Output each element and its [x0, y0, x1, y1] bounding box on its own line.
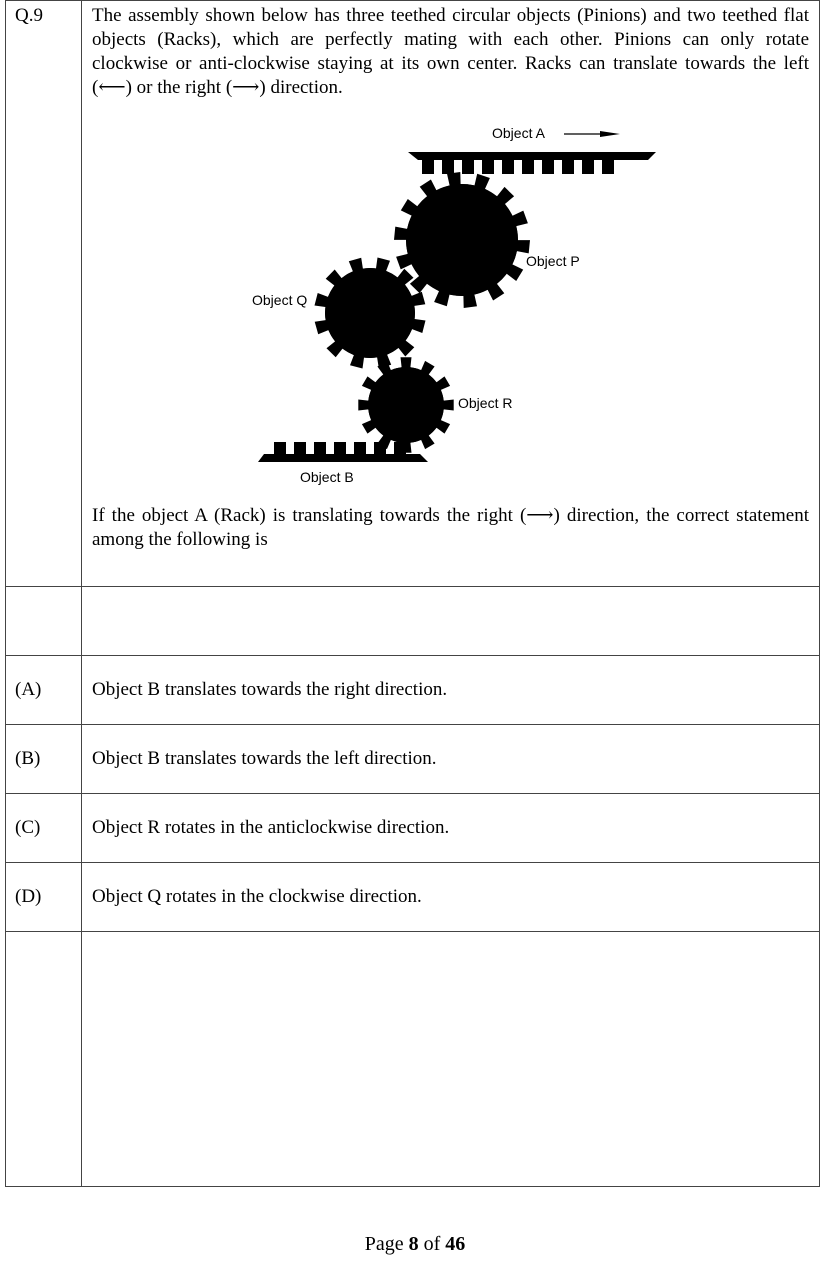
footer-current-page: 8 [408, 1233, 419, 1255]
gear-assembly-figure [92, 100, 809, 500]
gearP-teeth [394, 172, 530, 308]
rack-b [258, 442, 428, 462]
option-text: Object Q rotates in the clockwise direction. [82, 863, 820, 932]
question-number: Q.9 [15, 5, 43, 26]
option-label: (B) [6, 725, 82, 794]
option-text: Object R rotates in the anticlockwise direction. [82, 794, 820, 863]
object-q-label: Object Q [252, 292, 308, 308]
question-stem: If the object A (Rack) is translating towards the right (⟶) direction, the correct statement among the following is [92, 505, 809, 550]
option-text: Object B translates towards the right direction. [82, 656, 820, 725]
option-label: (A) [6, 656, 82, 725]
option-row-a [6, 656, 820, 725]
answer-space-row [6, 932, 820, 1187]
question-number-cell [6, 1, 82, 587]
gearQ-teeth [315, 258, 426, 369]
option-label: (C) [6, 794, 82, 863]
option-row-d [6, 863, 820, 932]
object-a-label: Object A [492, 125, 545, 141]
option-text: Object B translates towards the left direction. [82, 725, 820, 794]
object-p-label: Object P [526, 253, 580, 269]
rack-a [408, 152, 656, 174]
gear-p [394, 172, 530, 308]
option-label: (D) [6, 863, 82, 932]
object-b-label: Object B [300, 469, 354, 485]
page-footer [0, 1233, 830, 1256]
option-row-c [6, 794, 820, 863]
question-row [6, 1, 820, 587]
gear-q [315, 258, 426, 369]
gear-r [358, 357, 453, 452]
option-row-b [6, 725, 820, 794]
object-r-label: Object R [458, 395, 513, 411]
footer-total-pages: 46 [445, 1233, 466, 1255]
footer-prefix: Page [364, 1233, 409, 1255]
question-body-cell [82, 1, 820, 587]
gear-diagram [92, 100, 812, 500]
question-table [5, 0, 820, 1187]
question-text: The assembly shown below has three teethed circular objects (Pinions) and two teethed flat objects (Racks), which are perfectly mating with each other. Pinions can only rotate clockwise or anti-clockwise staying at its own center. Racks can translate towards the left (⟵) or the right (⟶) direction. [92, 5, 809, 98]
object-a-arrow-head [600, 131, 620, 137]
blank-row [6, 587, 820, 656]
gearR-teeth [358, 357, 453, 452]
footer-middle: of [418, 1233, 446, 1255]
